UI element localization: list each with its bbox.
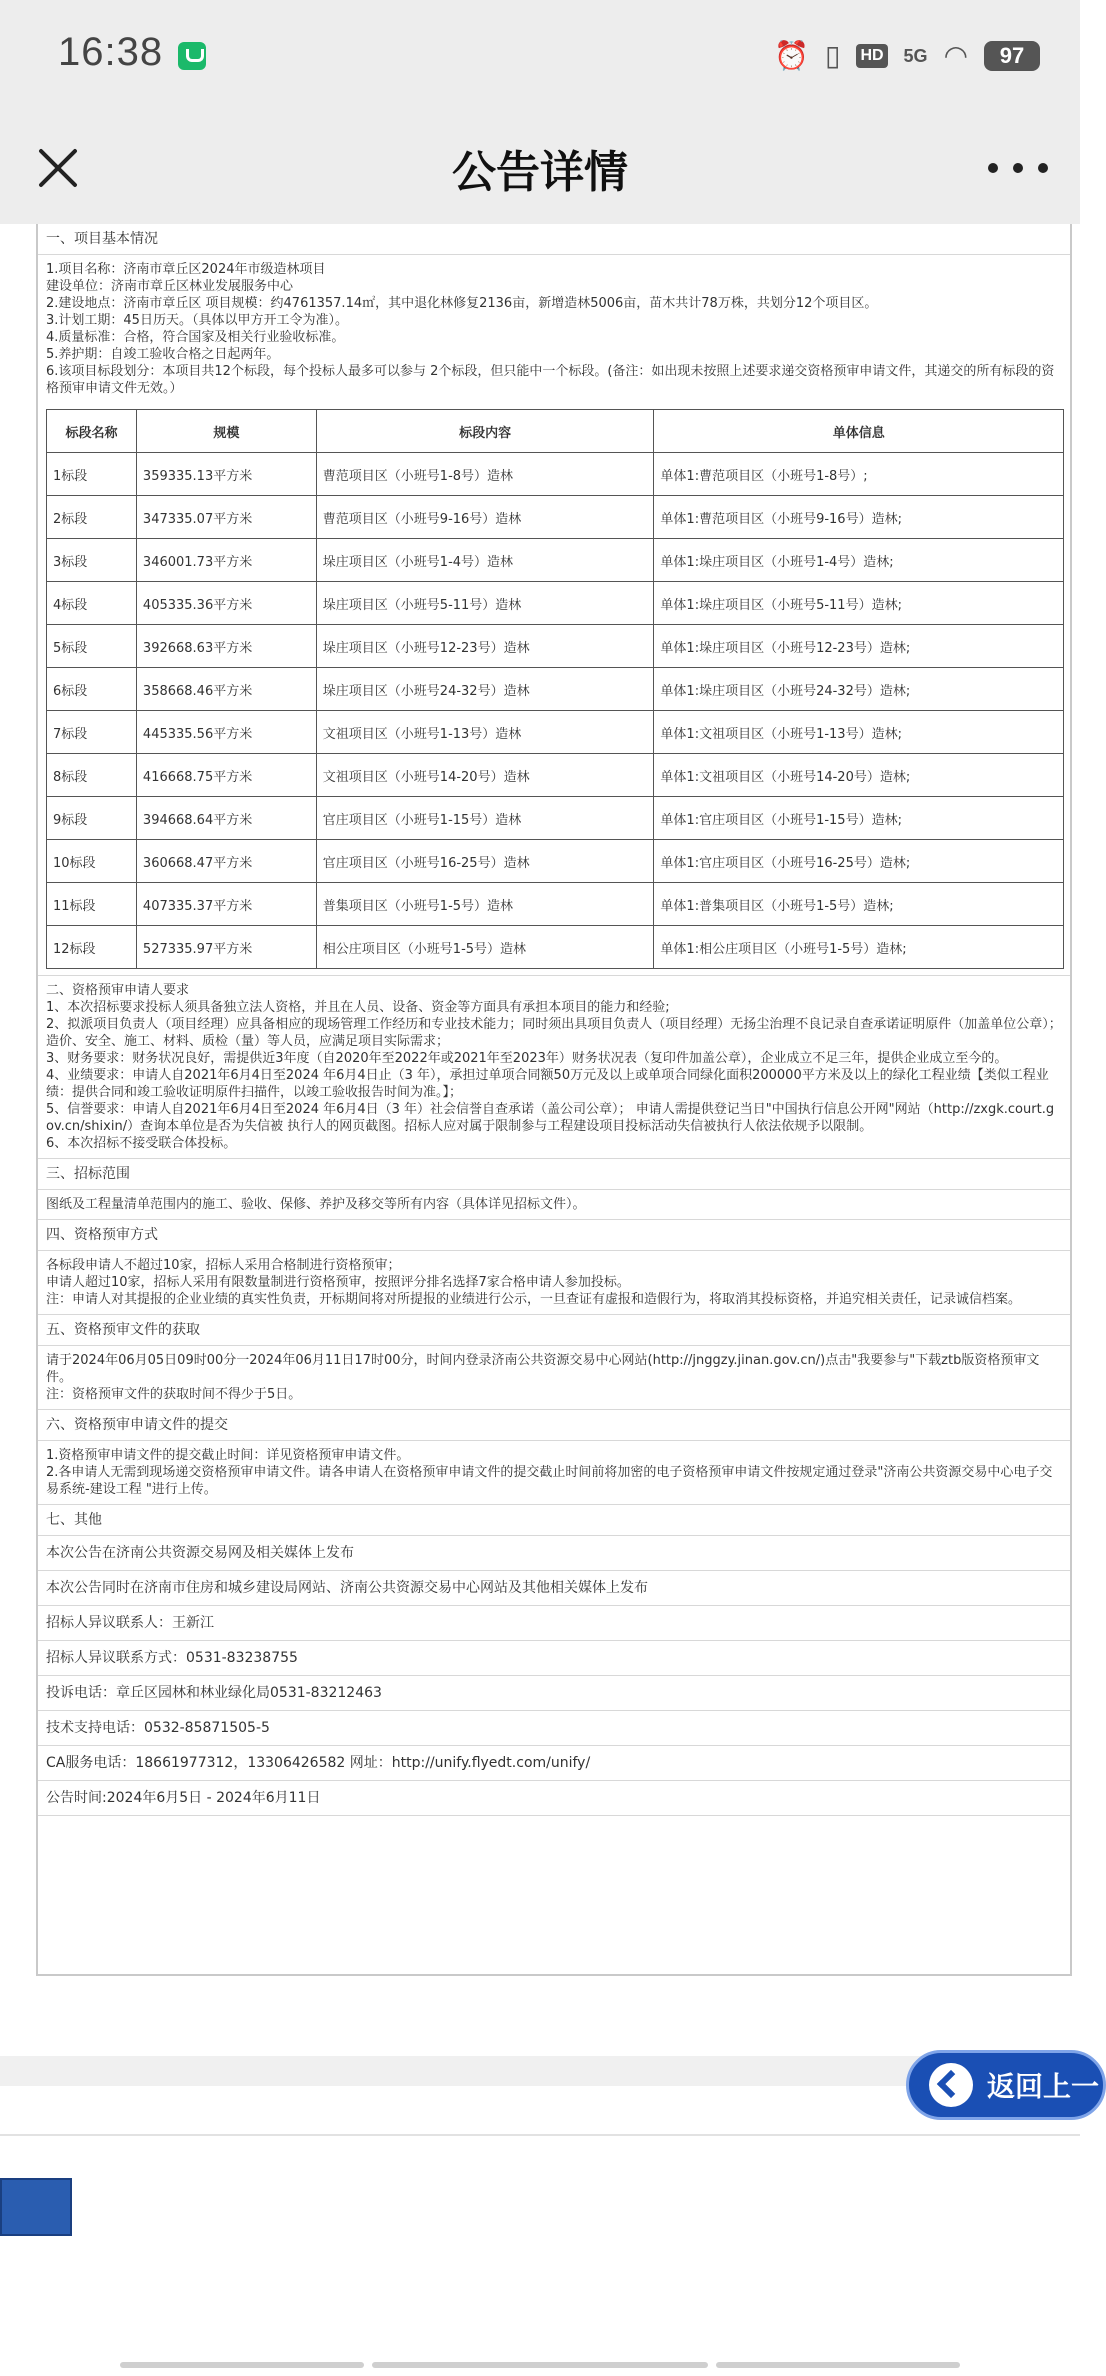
text-line: 请于2024年06月05日09时00分一2024年06月11日17时00分，时间内登录济南公共资源交易中心网站(http://jnggzy.jinan.gov.cn/)点击"我要参与"下载ztb版资格预审文件。 bbox=[46, 1353, 1040, 1385]
table-cell: 394668.64平方米 bbox=[136, 797, 316, 840]
section-title: 一、项目基本情况 bbox=[38, 224, 1070, 255]
section-title: 二、资格预审申请人要求 bbox=[46, 983, 190, 998]
section-body bbox=[38, 1251, 1070, 1314]
app-notification-icon bbox=[178, 42, 206, 70]
text-line: 6、本次招标不接受联合体投标。 bbox=[46, 1136, 237, 1151]
status-time: 16:38 bbox=[58, 30, 164, 74]
text-line: 5.养护期：自竣工验收合格之日起两年。 bbox=[46, 347, 280, 362]
table-row bbox=[47, 453, 1064, 496]
info-line: 招标人异议联系方式：0531-83238755 bbox=[38, 1641, 1070, 1676]
section-body bbox=[38, 1190, 1070, 1219]
table-cell: 9标段 bbox=[47, 797, 137, 840]
table-row bbox=[47, 496, 1064, 539]
table-cell: 单体1:官庄项目区（小班号16-25号）造林; bbox=[654, 840, 1064, 883]
table-cell: 347335.07平方米 bbox=[136, 496, 316, 539]
table-cell: 8标段 bbox=[47, 754, 137, 797]
network-5g-icon: 5G bbox=[903, 45, 928, 66]
table-cell: 单体1:垛庄项目区（小班号12-23号）造林; bbox=[654, 625, 1064, 668]
table-cell: 垛庄项目区（小班号1-4号）造林 bbox=[316, 539, 654, 582]
announcement-content[interactable] bbox=[36, 224, 1072, 1976]
horizontal-scrollbar-segment bbox=[372, 2362, 708, 2368]
text-line: 1、本次招标要求投标人须具备独立法人资格，并且在人员、设备、资金等方面具有承担本项目的能力和经验; bbox=[46, 1000, 670, 1015]
table-cell: 单体1:普集项目区（小班号1-5号）造林; bbox=[654, 883, 1064, 926]
table-cell: 官庄项目区（小班号16-25号）造林 bbox=[316, 840, 654, 883]
table-cell: 单体1:文祖项目区（小班号1-13号）造林; bbox=[654, 711, 1064, 754]
horizontal-scrollbar-segment bbox=[120, 2362, 364, 2368]
info-line: CA服务电话：18661977312，13306426582 网址：http://unify.flyedt.com/unify/ bbox=[38, 1746, 1070, 1781]
hd-badge: HD bbox=[856, 44, 887, 68]
table-cell: 7标段 bbox=[47, 711, 137, 754]
table-header-row bbox=[47, 410, 1064, 453]
table-cell: 官庄项目区（小班号1-15号）造林 bbox=[316, 797, 654, 840]
text-line: 1.项目名称：济南市章丘区2024年市级造林项目 bbox=[46, 262, 326, 277]
table-cell: 曹范项目区（小班号1-8号）造林 bbox=[316, 453, 654, 496]
table-cell: 普集项目区（小班号1-5号）造林 bbox=[316, 883, 654, 926]
vibrate-icon: ▯ bbox=[825, 39, 841, 72]
table-cell: 4标段 bbox=[47, 582, 137, 625]
table-cell: 单体1:垛庄项目区（小班号24-32号）造林; bbox=[654, 668, 1064, 711]
table-row bbox=[47, 625, 1064, 668]
alarm-icon: ⏰ bbox=[774, 39, 810, 72]
table-row bbox=[47, 668, 1064, 711]
status-bar bbox=[0, 0, 1080, 112]
table-cell: 360668.47平方米 bbox=[136, 840, 316, 883]
info-line: 本次公告同时在济南市住房和城乡建设局网站、济南公共资源交易中心网站及其他相关媒体上发布 bbox=[38, 1571, 1070, 1606]
info-line: 技术支持电话：0532-85871505-5 bbox=[38, 1711, 1070, 1746]
table-cell: 358668.46平方米 bbox=[136, 668, 316, 711]
back-button-label: 返回上一 bbox=[987, 2070, 1100, 2103]
info-line: 投诉电话：章丘区园林和林业绿化局0531-83212463 bbox=[38, 1676, 1070, 1711]
table-row bbox=[47, 883, 1064, 926]
text-line: 各标段申请人不超过10家，招标人采用合格制进行资格预审； bbox=[46, 1258, 401, 1273]
table-cell: 392668.63平方米 bbox=[136, 625, 316, 668]
table-cell: 359335.13平方米 bbox=[136, 453, 316, 496]
table-cell: 1标段 bbox=[47, 453, 137, 496]
table-cell: 11标段 bbox=[47, 883, 137, 926]
text-line: 3、财务要求：财务状况良好，需提供近3年度（自2020年至2022年或2021年至2023年）财务状况表（复印件加盖公章），企业成立不足三年，提供企业成立至今的。 bbox=[46, 1051, 1008, 1066]
table-cell: 单体1:曹范项目区（小班号9-16号）造林; bbox=[654, 496, 1064, 539]
text-line: 注：申请人对其提报的企业业绩的真实性负责，开标期间将对所提报的业绩进行公示，一旦查证有虚报和造假行为，将取消其投标资格，并追究相关责任，记录诚信档案。 bbox=[46, 1292, 1022, 1307]
table-cell: 单体1:垛庄项目区（小班号5-11号）造林; bbox=[654, 582, 1064, 625]
info-line: 公告时间:2024年6月5日 - 2024年6月11日 bbox=[38, 1781, 1070, 1816]
table-cell: 垛庄项目区（小班号24-32号）造林 bbox=[316, 668, 654, 711]
horizontal-scrollbar-segment bbox=[716, 2362, 960, 2368]
text-line: 2.建设地点：济南市章丘区 项目规模：约4761357.14㎡，其中退化林修复2136亩，新增造林5006亩，苗木共计78万株，共划分12个项目区。 bbox=[46, 296, 878, 311]
table-cell: 文祖项目区（小班号14-20号）造林 bbox=[316, 754, 654, 797]
wifi-icon: ◠ bbox=[943, 39, 968, 72]
section-title: 三、招标范围 bbox=[38, 1158, 1070, 1190]
table-cell: 527335.97平方米 bbox=[136, 926, 316, 969]
text-line: 5、信誉要求：申请人自2021年6月4日至2024 年6月4日（3 年）社会信誉自查承诺（盖公司公章）； 申请人需提供登记当日"中国执行信息公开网"网站（http://zxgk.court.gov.cn/shixin/）查询本单位是否为失信被 执行人的网页截图。招标人应对属于限制参与工程建设项目投标活动失信被执行人依法依规予以限制。 bbox=[46, 1102, 1055, 1134]
table-cell: 单体1:官庄项目区（小班号1-15号）造林; bbox=[654, 797, 1064, 840]
table-cell: 416668.75平方米 bbox=[136, 754, 316, 797]
column-header: 标段名称 bbox=[47, 410, 137, 453]
more-options-icon[interactable] bbox=[988, 148, 1048, 188]
table-cell: 445335.56平方米 bbox=[136, 711, 316, 754]
table-cell: 曹范项目区（小班号9-16号）造林 bbox=[316, 496, 654, 539]
table-cell: 2标段 bbox=[47, 496, 137, 539]
table-cell: 垛庄项目区（小班号5-11号）造林 bbox=[316, 582, 654, 625]
table-cell: 相公庄项目区（小班号1-5号）造林 bbox=[316, 926, 654, 969]
table-row bbox=[47, 797, 1064, 840]
section-title: 七、其他 bbox=[38, 1504, 1070, 1536]
text-line: 注：资格预审文件的获取时间不得少于5日。 bbox=[46, 1387, 302, 1402]
table-row bbox=[47, 926, 1064, 969]
section-title: 四、资格预审方式 bbox=[38, 1219, 1070, 1251]
table-cell: 346001.73平方米 bbox=[136, 539, 316, 582]
back-previous-button[interactable] bbox=[906, 2050, 1106, 2120]
table-cell: 407335.37平方米 bbox=[136, 883, 316, 926]
table-cell: 3标段 bbox=[47, 539, 137, 582]
section-body bbox=[38, 975, 1070, 1158]
text-line: 4、业绩要求：申请人自2021年6月4日至2024 年6月4日止（3 年），承担过单项合同额50万元及以上或单项合同绿化面积200000平方米及以上的绿化工程业绩【类似工程业绩：提供合同和竣工验收证明原件扫描件，以竣工验收报告时间为准。】； bbox=[46, 1068, 1049, 1100]
text-line: 6.该项目标段划分：本项目共12个标段，每个投标人最多可以参与 2个标段，但只能中一个标段。(备注：如出现未按照上述要求递交资格预审申请文件，其递交的所有标段的资格预审申请文件无效。） bbox=[46, 364, 1055, 396]
section-body bbox=[38, 1441, 1070, 1504]
section-title: 六、资格预审申请文件的提交 bbox=[38, 1409, 1070, 1441]
text-line: 建设单位：济南市章丘区林业发展服务中心 bbox=[46, 279, 294, 294]
page-title: 公告详情 bbox=[452, 147, 628, 198]
back-arrow-icon bbox=[929, 2063, 973, 2107]
table-row bbox=[47, 754, 1064, 797]
table-row bbox=[47, 711, 1064, 754]
text-line: 2.各申请人无需到现场递交资格预审申请文件。请各申请人在资格预审申请文件的提交截止时间前将加密的电子资格预审申请文件按规定通过登录"济南公共资源交易中心电子交易系统-建设工程 "进行上传。 bbox=[46, 1465, 1053, 1497]
table-cell: 12标段 bbox=[47, 926, 137, 969]
status-icons bbox=[774, 36, 1040, 76]
text-line: 4.质量标准：合格，符合国家及相关行业验收标准。 bbox=[46, 330, 345, 345]
text-line: 3.计划工期：45日历天。（具体以甲方开工令为准）。 bbox=[46, 313, 348, 328]
section-title: 五、资格预审文件的获取 bbox=[38, 1314, 1070, 1346]
table-cell: 5标段 bbox=[47, 625, 137, 668]
text-line: 2、拟派项目负责人（项目经理）应具备相应的现场管理工作经历和专业技术能力；同时须出具项目负责人（项目经理）无扬尘治理不良记录自查承诺证明原件（加盖单位公章）；造价、安全、施工、材料、质检（量）等人员，应满足项目实际需求； bbox=[46, 1017, 1062, 1049]
table-cell: 10标段 bbox=[47, 840, 137, 883]
table-cell: 文祖项目区（小班号1-13号）造林 bbox=[316, 711, 654, 754]
table-row bbox=[47, 582, 1064, 625]
table-row bbox=[47, 539, 1064, 582]
text-line: 申请人超过10家，招标人采用有限数量制进行资格预审，按照评分排名选择7家合格申请人参加投标。 bbox=[46, 1275, 630, 1290]
table-cell: 单体1:相公庄项目区（小班号1-5号）造林; bbox=[654, 926, 1064, 969]
table-row bbox=[47, 840, 1064, 883]
table-cell: 单体1:文祖项目区（小班号14-20号）造林; bbox=[654, 754, 1064, 797]
section-body bbox=[38, 255, 1070, 403]
info-line: 本次公告在济南公共资源交易网及相关媒体上发布 bbox=[38, 1536, 1070, 1571]
column-header: 单体信息 bbox=[654, 410, 1064, 453]
lots-table bbox=[46, 409, 1064, 969]
table-cell: 405335.36平方米 bbox=[136, 582, 316, 625]
table-cell: 单体1:曹范项目区（小班号1-8号）; bbox=[654, 453, 1064, 496]
section-body bbox=[38, 1346, 1070, 1409]
info-line: 招标人异议联系人：王新江 bbox=[38, 1606, 1070, 1641]
column-header: 规模 bbox=[136, 410, 316, 453]
text-line: 图纸及工程量清单范围内的施工、验收、保修、养护及移交等所有内容（具体详见招标文件）。 bbox=[46, 1197, 586, 1212]
table-cell: 6标段 bbox=[47, 668, 137, 711]
battery-icon: 97 bbox=[984, 41, 1040, 71]
blue-banner-block[interactable] bbox=[0, 2178, 72, 2236]
table-cell: 单体1:垛庄项目区（小班号1-4号）造林; bbox=[654, 539, 1064, 582]
table-cell: 垛庄项目区（小班号12-23号）造林 bbox=[316, 625, 654, 668]
text-line: 1.资格预审申请文件的提交截止时间：详见资格预审申请文件。 bbox=[46, 1448, 410, 1463]
app-header bbox=[0, 112, 1080, 224]
column-header: 标段内容 bbox=[316, 410, 654, 453]
divider bbox=[0, 2134, 1080, 2136]
